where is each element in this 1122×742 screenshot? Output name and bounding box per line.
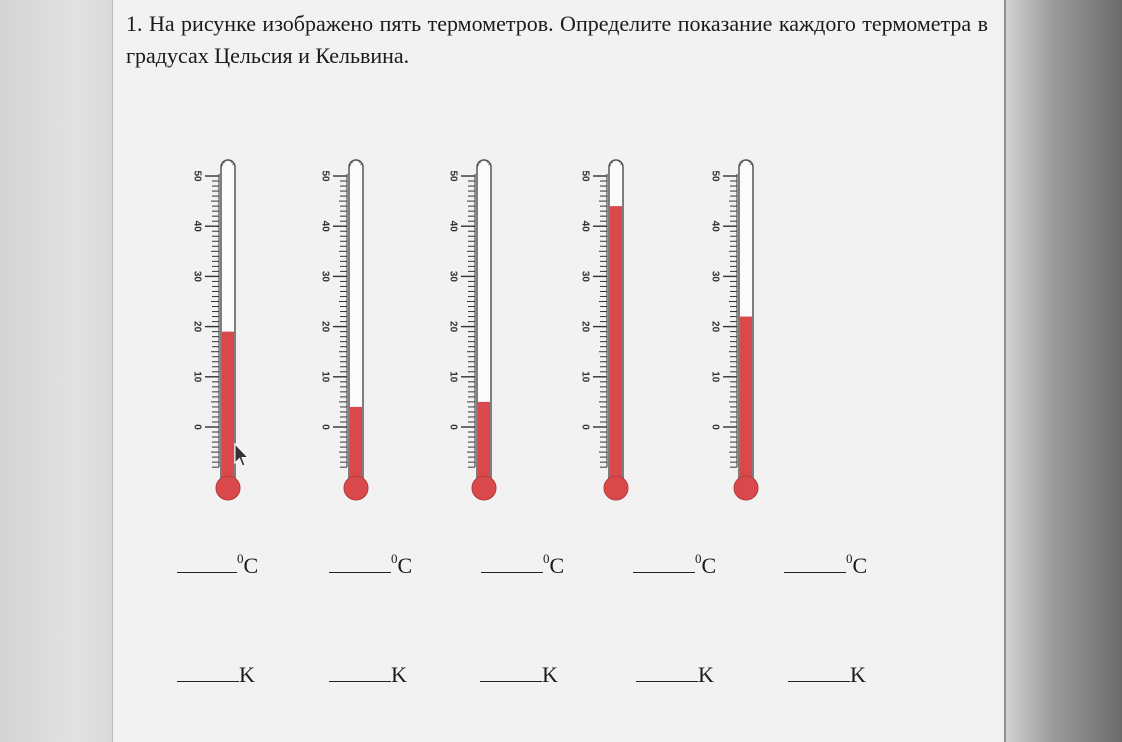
answer-blank[interactable] <box>177 556 237 573</box>
thermometer-2 <box>319 160 368 500</box>
scale-label: 20 <box>191 321 203 333</box>
answer-blank[interactable] <box>329 665 391 682</box>
answer-blank[interactable] <box>177 665 239 682</box>
answer-blank[interactable] <box>481 556 543 573</box>
answer-blank[interactable] <box>636 665 698 682</box>
thermometer-3 <box>447 160 496 500</box>
mercury-bulb <box>604 476 628 500</box>
mercury-bulb <box>472 476 496 500</box>
scale-label: 30 <box>709 270 721 282</box>
thermometer-1 <box>191 160 240 500</box>
scale-label: 50 <box>319 170 331 182</box>
unit-label: C <box>549 553 565 579</box>
scale-label: 50 <box>579 170 591 182</box>
answer-kelvin-5[interactable] <box>788 662 866 688</box>
scale-label: 40 <box>709 220 721 232</box>
degree-sup: 0 <box>237 551 244 566</box>
degree-sup: 0 <box>846 551 853 566</box>
background-right <box>1006 0 1122 742</box>
answer-celsius-1[interactable] <box>177 553 258 579</box>
scale-label: 50 <box>447 170 459 182</box>
scale-label: 10 <box>579 371 591 383</box>
answer-blank[interactable] <box>784 556 846 573</box>
answer-blank[interactable] <box>329 556 391 573</box>
mercury-bulb <box>734 476 758 500</box>
scale-label: 30 <box>319 270 331 282</box>
scale-label: 40 <box>191 220 203 232</box>
scale-label: 30 <box>191 270 203 282</box>
scale-label: 10 <box>447 371 459 383</box>
unit-label: K <box>542 662 558 687</box>
answer-celsius-4[interactable] <box>633 553 716 579</box>
mercury-column <box>610 206 622 488</box>
mercury-column <box>478 402 490 488</box>
degree-sup: 0 <box>543 551 550 566</box>
mercury-column <box>740 317 752 488</box>
worksheet-page <box>112 0 1006 742</box>
unit-label: K <box>850 662 866 687</box>
mercury-column <box>222 332 234 488</box>
scale-label: 0 <box>709 424 721 430</box>
unit-label: C <box>397 553 413 579</box>
answer-blank[interactable] <box>633 556 695 573</box>
scale-label: 10 <box>319 371 331 383</box>
scale-label: 0 <box>191 424 203 430</box>
unit-label: K <box>391 662 407 687</box>
unit-label: K <box>239 662 255 687</box>
degree-sup: 0 <box>695 551 702 566</box>
answer-kelvin-2[interactable] <box>329 662 407 688</box>
scale-label: 40 <box>579 220 591 232</box>
answer-kelvin-1[interactable] <box>177 662 255 688</box>
degree-sup: 0 <box>391 551 398 566</box>
scale-label: 40 <box>319 220 331 232</box>
scale-label: 10 <box>709 371 721 383</box>
scale-label: 20 <box>319 321 331 333</box>
answer-celsius-5[interactable] <box>784 553 867 579</box>
scale-label: 50 <box>191 170 203 182</box>
mercury-bulb <box>344 476 368 500</box>
answer-celsius-2[interactable] <box>329 553 412 579</box>
scale-label: 20 <box>579 321 591 333</box>
task-text: 1. На рисунке изображено пять термометров. Определите показание каждого термометра в градусах Цельсия и Кельвина. <box>126 11 988 68</box>
scale-label: 30 <box>447 270 459 282</box>
thermometer-5 <box>709 160 758 500</box>
mercury-bulb <box>216 476 240 500</box>
answer-blank[interactable] <box>788 665 850 682</box>
mouse-cursor-icon <box>234 443 250 469</box>
answer-kelvin-4[interactable] <box>636 662 714 688</box>
answer-kelvin-3[interactable] <box>480 662 558 688</box>
scale-label: 20 <box>447 321 459 333</box>
background-left <box>0 0 112 742</box>
thermometer-4 <box>579 160 628 500</box>
scale-label: 10 <box>191 371 203 383</box>
scale-label: 0 <box>447 424 459 430</box>
scale-label: 30 <box>579 270 591 282</box>
scale-label: 0 <box>319 424 331 430</box>
scale-label: 50 <box>709 170 721 182</box>
scale-label: 20 <box>709 321 721 333</box>
answer-blank[interactable] <box>480 665 542 682</box>
unit-label: C <box>243 553 259 579</box>
unit-label: C <box>852 553 868 579</box>
scale-label: 40 <box>447 220 459 232</box>
unit-label: C <box>701 553 717 579</box>
scale-label: 0 <box>579 424 591 430</box>
unit-label: K <box>698 662 714 687</box>
thermometers-figure <box>113 0 1007 742</box>
answer-celsius-3[interactable] <box>481 553 564 579</box>
